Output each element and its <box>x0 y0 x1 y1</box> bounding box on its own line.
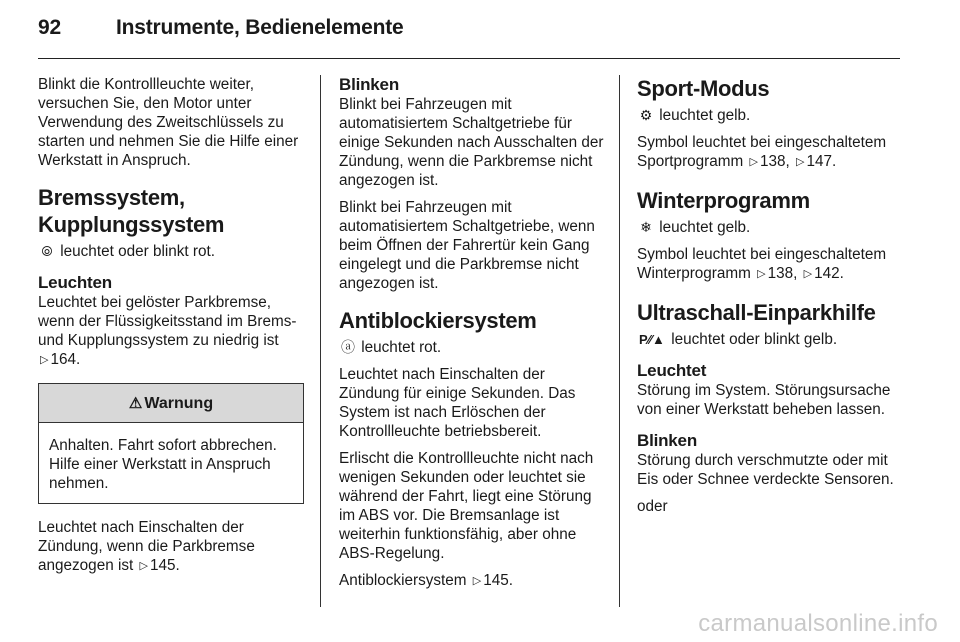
blinken-paragraph-2: Blinkt bei Fahrzeugen mit automatisiertem Schaltgetriebe, wenn beim Öffnen der Fahrertür kein Gang eingelegt und die Parkbremse nicht angezogen ist. <box>339 199 595 292</box>
section-title-winter: Winterprogramm <box>637 188 810 213</box>
leuchten-text: Leuchtet bei gelöster Parkbremse, wenn der Flüssigkeitsstand im Brems- und Kupplungssystem zu niedrig ist ▷ 164. <box>38 294 297 368</box>
column-1 <box>38 75 303 585</box>
header-rule <box>38 58 900 59</box>
reference-arrow-icon: ▷ <box>757 268 766 280</box>
page-reference[interactable]: 147. <box>806 153 837 170</box>
page-header <box>38 16 404 40</box>
warning-header <box>39 384 303 423</box>
brake-symbol-line: ⦾ leuchtet oder blinkt rot. <box>38 242 303 261</box>
warning-triangle-icon: ⚠ <box>128 394 143 412</box>
abs-symbol-line: ⓐ leuchtet rot. <box>341 339 442 356</box>
sport-symbol-line: ⚙ leuchtet gelb. <box>637 106 903 125</box>
page-reference[interactable]: 138, <box>759 153 790 170</box>
abs-paragraph-2: Erlischt die Kontrollleuchte nicht nach wenigen Sekunden oder leuchtet sie während der Fahrt, liegt eine Störung im ABS vor. Die Bremsanlage ist weiterhin funktionsfähig, aber ohne ABS-Regelung. <box>339 450 594 562</box>
abs-icon: ⓐ <box>341 339 355 355</box>
reference-arrow-icon: ▷ <box>40 354 49 366</box>
parking-symbol-line: P⁄⁄▲ leuchtet oder blinkt gelb. <box>637 330 903 349</box>
winter-symbol-line: ❄ leuchtet gelb. <box>637 218 903 237</box>
page-reference[interactable]: 164. <box>50 351 81 368</box>
subsection-leuchten: Leuchten <box>38 273 112 292</box>
leuchtet-text: Störung im System. Störungsursache von einer Werkstatt beheben lassen. <box>637 382 891 418</box>
watermark: carmanualsonline.info <box>698 610 938 637</box>
column-divider-2 <box>619 75 620 607</box>
sport-text: Symbol leuchtet bei eingeschaltetem Sportprogramm ▷ 138, ▷ 147. <box>637 134 887 170</box>
reference-arrow-icon: ▷ <box>803 268 813 280</box>
reference-arrow-icon: ▷ <box>472 575 482 587</box>
brake-warning-icon: ⦾ <box>41 243 53 259</box>
section-title-abs: Antiblockiersystem <box>339 308 537 333</box>
blinken-paragraph-1: Blinkt bei Fahrzeugen mit automatisiertem Schaltgetriebe für einige Sekunden nach Ausschalten der Zündung, wenn die Parkbremse nicht angezogen ist. <box>339 96 604 189</box>
warning-text: Anhalten. Fahrt sofort abbrechen. Hilfe einer Werkstatt in Anspruch nehmen. <box>49 437 277 492</box>
page-reference[interactable]: 145. <box>149 557 180 574</box>
section-title-parking: Ultraschall-Einparkhilfe <box>637 300 876 325</box>
section-title-brakes: Bremssystem, Kupplungssystem <box>38 185 225 237</box>
reference-arrow-icon: ▷ <box>749 156 758 168</box>
page-reference[interactable]: 142. <box>814 265 844 282</box>
section-title-sport: Sport-Modus <box>637 76 770 101</box>
warning-box <box>38 383 304 504</box>
column-divider-1 <box>320 75 321 607</box>
reference-arrow-icon: ▷ <box>139 560 148 572</box>
subsection-leuchtet: Leuchtet <box>637 361 707 380</box>
intro-paragraph: Blinkt die Kontrollleuchte weiter, versuchen Sie, den Motor unter Verwendung des Zweitschlüssels zu starten und nehmen Sie die Hilfe einer Werkstatt in Anspruch. <box>38 76 299 169</box>
warning-title: Warnung <box>144 394 214 412</box>
abs-reference: Antiblockiersystem ▷ 145. <box>339 572 514 589</box>
subsection-blinken: Blinken <box>339 75 400 94</box>
column-2 <box>339 75 605 600</box>
page-number: 92 <box>38 16 61 39</box>
reference-arrow-icon: ▷ <box>796 156 805 168</box>
oder-text: oder <box>637 498 668 515</box>
parking-sensor-icon: P⁄⁄▲ <box>639 332 665 347</box>
blinken-park-text: Störung durch verschmutzte oder mit Eis oder Schnee verdeckte Sensoren. <box>637 452 894 488</box>
page-title: Instrumente, Bedienelemente <box>116 16 404 39</box>
sport-mode-icon: ⚙ <box>639 107 653 123</box>
abs-paragraph-1: Leuchtet nach Einschalten der Zündung für einige Sekunden. Das System ist nach Erlöschen der Kontrollleuchte betriebsbereit. <box>339 366 576 440</box>
page-reference[interactable]: 138, <box>767 265 798 282</box>
page-reference[interactable]: 145. <box>483 572 514 589</box>
after-warning-text: Leuchtet nach Einschalten der Zündung, wenn die Parkbremse angezogen ist ▷ 145. <box>38 519 255 574</box>
subsection-blinken-park: Blinken <box>637 431 698 450</box>
winter-text: Symbol leuchtet bei eingeschaltetem Winterprogramm ▷ 138, ▷ 142. <box>637 246 887 282</box>
snowflake-icon: ❄ <box>640 219 652 235</box>
column-3 <box>637 75 903 524</box>
